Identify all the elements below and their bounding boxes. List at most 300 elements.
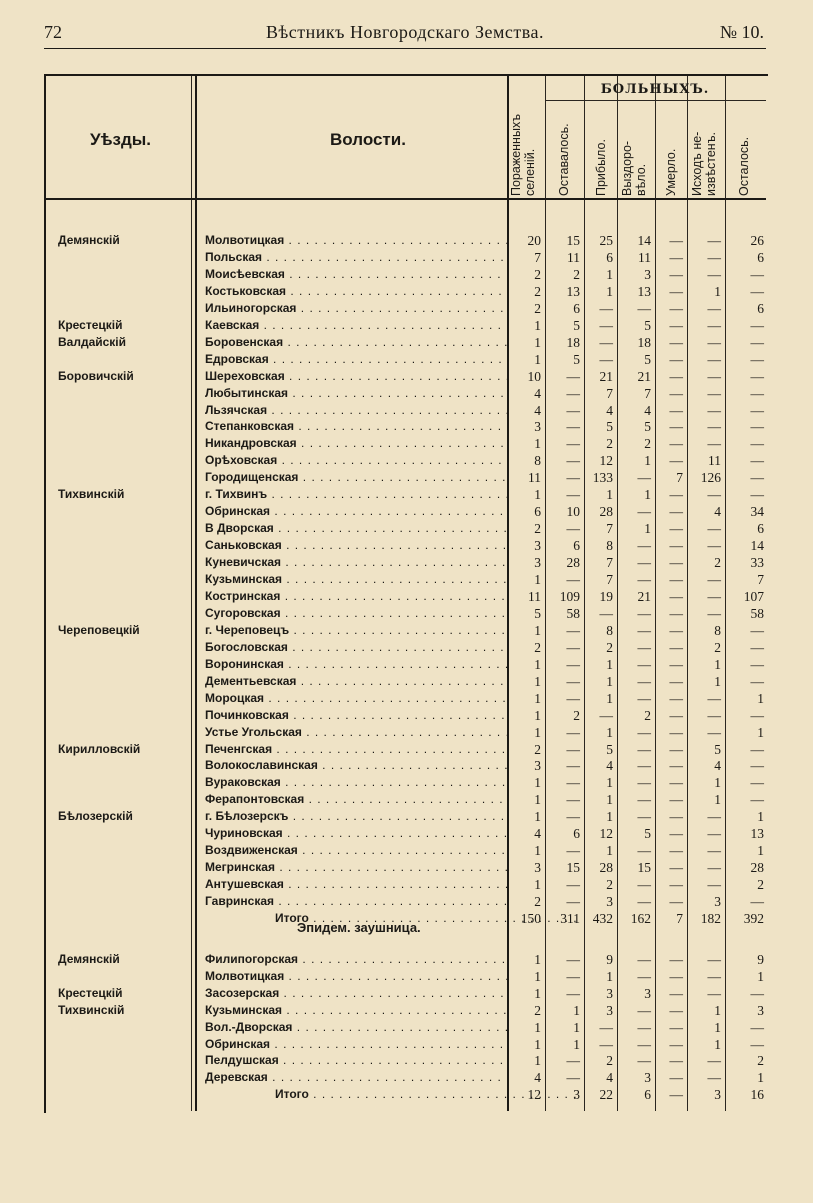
value-cell: —: [637, 758, 651, 774]
value-cell: 1: [534, 487, 541, 503]
value-cell: 1: [714, 1019, 721, 1035]
table-row: [0, 435, 813, 452]
value-cell: 1: [534, 707, 541, 723]
value-cell: —: [707, 690, 721, 706]
value-cell: —: [707, 985, 721, 1001]
value-cell: —: [599, 707, 613, 723]
value-cell: 3: [534, 758, 541, 774]
value-cell: —: [707, 826, 721, 842]
table-row: [0, 1069, 813, 1086]
value-cell: 21: [637, 588, 651, 604]
value-cell: 2: [644, 436, 651, 452]
header-ostalos: Осталось.: [737, 136, 751, 196]
value-cell: 1: [757, 968, 764, 984]
value-cell: —: [669, 860, 683, 876]
value-cell: 1: [534, 843, 541, 859]
value-cell: —: [637, 300, 651, 316]
value-cell: —: [637, 538, 651, 554]
value-cell: 5: [714, 741, 721, 757]
table-row: [0, 622, 813, 639]
value-cell: 3: [534, 538, 541, 554]
value-cell: —: [669, 351, 683, 367]
volost-cell: Моисѣевская . . .: [205, 266, 508, 283]
value-cell: 5: [644, 419, 651, 435]
value-cell: 1: [606, 843, 613, 859]
value-cell: 3: [644, 1070, 651, 1086]
value-cell: —: [707, 334, 721, 350]
value-cell: 1: [714, 792, 721, 808]
value-cell: 8: [714, 622, 721, 638]
value-cell: —: [707, 521, 721, 537]
value-cell: —: [637, 724, 651, 740]
value-cell: 14: [750, 538, 764, 554]
value-cell: 20: [527, 233, 541, 248]
value-cell: —: [707, 707, 721, 723]
value-cell: —: [637, 572, 651, 587]
value-cell: 11: [567, 249, 580, 265]
value-cell: —: [669, 985, 683, 1001]
volost-cell: Молвотицкая . . .: [205, 232, 508, 249]
value-cell: 1: [534, 317, 541, 333]
value-cell: 4: [534, 1070, 541, 1086]
value-cell: —: [599, 1019, 613, 1035]
value-cell: —: [669, 792, 683, 808]
value-cell: 5: [573, 351, 580, 367]
value-cell: 6: [573, 826, 580, 842]
value-cell: —: [599, 317, 613, 333]
value-cell: 5: [644, 351, 651, 367]
value-cell: —: [750, 639, 764, 655]
value-cell: —: [707, 809, 721, 825]
volost-cell: Филипогорская . . .: [205, 951, 508, 968]
value-cell: 2: [534, 283, 541, 299]
value-cell: 10: [527, 368, 541, 384]
value-cell: 4: [534, 385, 541, 401]
value-cell: 4: [606, 758, 613, 774]
value-cell: 1: [714, 673, 721, 689]
volost-cell: Степанковская . . .: [205, 418, 508, 435]
value-cell: —: [669, 436, 683, 452]
value-cell: 107: [743, 588, 764, 604]
value-cell: —: [566, 572, 580, 587]
uezd-cell: Демянскій: [58, 952, 120, 966]
value-cell: —: [599, 334, 613, 350]
value-cell: —: [566, 968, 580, 984]
value-cell: —: [566, 402, 580, 418]
value-cell: —: [566, 985, 580, 1001]
value-cell: 8: [534, 453, 541, 469]
value-cell: 1: [757, 843, 764, 859]
table-row: [0, 486, 813, 503]
table-row: [0, 605, 813, 622]
uezd-cell: Кирилловскій: [58, 741, 141, 756]
value-cell: —: [750, 334, 764, 350]
value-cell: 1: [606, 487, 613, 503]
value-cell: —: [669, 1087, 683, 1103]
value-cell: —: [637, 656, 651, 672]
header-umerlo: Умерло.: [664, 148, 678, 196]
value-cell: —: [669, 622, 683, 638]
value-cell: —: [669, 504, 683, 520]
value-cell: —: [637, 673, 651, 689]
volost-cell: Костринская . . .: [205, 588, 508, 605]
value-cell: —: [566, 639, 580, 655]
value-cell: —: [750, 775, 764, 791]
page-number: 72: [44, 22, 62, 42]
value-cell: —: [669, 758, 683, 774]
value-cell: 2: [534, 521, 541, 537]
value-cell: —: [637, 504, 651, 520]
value-cell: 2: [534, 266, 541, 282]
value-cell: —: [637, 690, 651, 706]
value-cell: —: [669, 1002, 683, 1018]
value-cell: 1: [606, 266, 613, 282]
value-cell: 8: [606, 622, 613, 638]
table-row: [0, 418, 813, 435]
value-cell: 3: [644, 266, 651, 282]
value-cell: 2: [573, 707, 580, 723]
value-cell: —: [566, 673, 580, 689]
value-cell: 11: [528, 470, 541, 486]
volost-cell: Ферапонтовская . . .: [205, 791, 508, 808]
value-cell: —: [750, 985, 764, 1001]
value-cell: —: [669, 877, 683, 893]
value-cell: 3: [644, 985, 651, 1001]
value-cell: —: [707, 436, 721, 452]
value-cell: —: [566, 470, 580, 486]
value-cell: 12: [599, 453, 613, 469]
value-cell: —: [637, 843, 651, 859]
value-cell: —: [707, 572, 721, 587]
volost-cell: Кузьминская . . .: [205, 571, 508, 588]
value-cell: —: [637, 1036, 651, 1052]
table-row: [0, 757, 813, 774]
value-cell: 2: [757, 1053, 764, 1069]
value-cell: 7: [676, 911, 683, 926]
value-cell: 6: [573, 300, 580, 316]
value-cell: —: [707, 605, 721, 621]
value-cell: —: [750, 622, 764, 638]
table-row: [0, 300, 813, 317]
value-cell: —: [669, 487, 683, 503]
value-cell: —: [707, 538, 721, 554]
value-cell: —: [637, 952, 651, 967]
value-cell: 6: [757, 249, 764, 265]
value-cell: 1: [534, 572, 541, 587]
volost-cell: Шереховская . . .: [205, 368, 508, 385]
value-cell: —: [669, 724, 683, 740]
volost-cell: Ильиногорская . . .: [205, 300, 508, 317]
value-cell: 14: [637, 233, 651, 248]
value-cell: 4: [534, 402, 541, 418]
journal-title: Вѣстникъ Новгородскаго Земства.: [266, 22, 544, 42]
value-cell: 4: [714, 758, 721, 774]
value-cell: —: [707, 724, 721, 740]
value-cell: —: [707, 419, 721, 435]
value-cell: 1: [534, 351, 541, 367]
value-cell: 1: [606, 673, 613, 689]
table-row: [0, 985, 813, 1002]
value-cell: 28: [750, 860, 764, 876]
volost-cell: Антушевская . . .: [205, 876, 508, 893]
value-cell: —: [566, 622, 580, 638]
header-volosti: Волости.: [330, 130, 406, 149]
value-cell: —: [750, 1019, 764, 1035]
value-cell: —: [750, 656, 764, 672]
value-cell: 2: [606, 877, 613, 893]
value-cell: 2: [573, 266, 580, 282]
value-cell: —: [566, 487, 580, 503]
table-row: [0, 368, 813, 385]
value-cell: —: [707, 487, 721, 503]
value-cell: 3: [606, 1002, 613, 1018]
value-cell: 7: [534, 249, 541, 265]
value-cell: —: [566, 894, 580, 910]
volost-cell: Чуриновская . . .: [205, 825, 508, 842]
value-cell: 1: [606, 775, 613, 791]
header-bottom-line: [45, 198, 766, 200]
value-cell: 1: [534, 1036, 541, 1052]
uezd-cell: Бѣлозерскій: [58, 809, 133, 824]
table-row: [0, 232, 813, 249]
value-cell: —: [669, 300, 683, 316]
value-cell: 1: [534, 792, 541, 808]
value-cell: 1: [606, 792, 613, 808]
value-cell: 22: [599, 1087, 613, 1103]
value-cell: —: [707, 877, 721, 893]
value-cell: 4: [606, 1070, 613, 1086]
value-cell: 13: [566, 283, 580, 299]
total-label: Итого . . .: [205, 1086, 578, 1103]
header-vyzdor: Выздоро- вѣло.: [620, 140, 648, 196]
volost-cell: Никандровская . . .: [205, 435, 508, 452]
section-title: Эпидем. заушница.: [297, 920, 421, 935]
volost-cell: Едровская . . .: [205, 351, 508, 368]
value-cell: —: [750, 894, 764, 910]
value-cell: 7: [676, 470, 683, 486]
value-cell: 1: [534, 656, 541, 672]
value-cell: 1: [573, 1036, 580, 1052]
value-cell: —: [669, 521, 683, 537]
value-cell: —: [707, 317, 721, 333]
value-cell: —: [637, 605, 651, 621]
value-cell: 5: [606, 419, 613, 435]
value-cell: 1: [606, 968, 613, 984]
uezd-cell: Крестецкій: [58, 317, 123, 332]
value-cell: 4: [534, 826, 541, 842]
volost-cell: Устье Угольская . . .: [205, 724, 508, 741]
value-cell: 6: [644, 1087, 651, 1103]
value-cell: 7: [757, 572, 764, 587]
value-cell: —: [637, 809, 651, 825]
value-cell: 2: [534, 1002, 541, 1018]
value-cell: 5: [534, 605, 541, 621]
value-cell: —: [566, 741, 580, 757]
value-cell: —: [566, 1070, 580, 1086]
table-row: [0, 334, 813, 351]
value-cell: —: [669, 402, 683, 418]
table-row: [0, 842, 813, 859]
value-cell: 3: [714, 894, 721, 910]
value-cell: 34: [750, 504, 764, 520]
value-cell: 6: [534, 504, 541, 520]
volost-cell: Костьковская . . .: [205, 283, 508, 300]
value-cell: 1: [534, 809, 541, 825]
volost-cell: г. Тихвинъ . . .: [205, 486, 508, 503]
value-cell: —: [637, 741, 651, 757]
header-pribylo: Прибыло.: [594, 139, 608, 196]
volost-cell: г. Бѣлозерскъ . . .: [205, 808, 508, 825]
volost-cell: Городищенская . . .: [205, 469, 508, 486]
volost-cell: Сугоровская . . .: [205, 605, 508, 622]
value-cell: —: [566, 368, 580, 384]
table-row: [0, 690, 813, 707]
value-cell: 1: [714, 1036, 721, 1052]
value-cell: 19: [599, 588, 613, 604]
value-cell: 3: [534, 555, 541, 571]
value-cell: 7: [644, 385, 651, 401]
table-row: [0, 639, 813, 656]
value-cell: 2: [534, 639, 541, 655]
value-cell: —: [750, 453, 764, 469]
header-uezdy: Уѣзды.: [90, 130, 152, 149]
value-cell: —: [566, 877, 580, 893]
value-cell: 1: [573, 1019, 580, 1035]
uezd-cell: Тихвинскій: [58, 487, 125, 502]
value-cell: —: [750, 419, 764, 435]
value-cell: 1: [714, 775, 721, 791]
value-cell: —: [707, 843, 721, 859]
volost-cell: Волокославинская . . .: [205, 757, 508, 774]
value-cell: 1: [714, 656, 721, 672]
value-cell: —: [566, 436, 580, 452]
value-cell: 7: [606, 521, 613, 537]
volost-cell: Воздвиженская . . .: [205, 842, 508, 859]
value-cell: 1: [757, 1070, 764, 1086]
value-cell: 1: [534, 1053, 541, 1069]
value-cell: 1: [606, 724, 613, 740]
volost-cell: Дементьевская . . .: [205, 673, 508, 690]
value-cell: —: [707, 385, 721, 401]
value-cell: 182: [700, 911, 721, 926]
table-row: [0, 791, 813, 808]
table-row: [0, 741, 813, 758]
uezd-cell: Череповецкій: [58, 622, 140, 637]
value-cell: 28: [599, 504, 613, 520]
value-cell: —: [669, 673, 683, 689]
value-cell: 7: [606, 385, 613, 401]
volost-cell: Куневичская . . .: [205, 554, 508, 571]
value-cell: —: [750, 707, 764, 723]
value-cell: —: [637, 639, 651, 655]
value-cell: 1: [606, 690, 613, 706]
table-row: [0, 707, 813, 724]
volost-cell: Обринская . . .: [205, 503, 508, 520]
value-cell: 28: [566, 555, 580, 571]
value-cell: —: [707, 952, 721, 967]
value-cell: 58: [566, 605, 580, 621]
volost-cell: Обринская . . .: [205, 1036, 508, 1053]
value-cell: 2: [714, 639, 721, 655]
header-volnyh: БОЛЬНЫХЪ.: [600, 82, 710, 97]
table-row: [0, 893, 813, 910]
table-row: [0, 968, 813, 985]
value-cell: 12: [599, 826, 613, 842]
value-cell: 2: [534, 300, 541, 316]
value-cell: 1: [534, 952, 541, 967]
value-cell: —: [669, 826, 683, 842]
value-cell: —: [669, 538, 683, 554]
value-cell: 3: [606, 985, 613, 1001]
table-row: [0, 1002, 813, 1019]
value-cell: 13: [750, 826, 764, 842]
value-cell: 1: [606, 809, 613, 825]
value-cell: 3: [534, 419, 541, 435]
table-row: [0, 588, 813, 605]
value-cell: 1: [534, 968, 541, 984]
value-cell: —: [669, 1070, 683, 1086]
volost-cell: Каевская . . .: [205, 317, 508, 334]
value-cell: —: [637, 1002, 651, 1018]
value-cell: —: [669, 894, 683, 910]
uezd-cell: Тихвинскій: [58, 1002, 125, 1017]
value-cell: —: [669, 1036, 683, 1052]
value-cell: 162: [630, 911, 651, 926]
volost-cell: Орѣховская . . .: [205, 452, 508, 469]
volost-cell: Боровенская . . .: [205, 334, 508, 351]
table-row: [0, 469, 813, 486]
table-row: [0, 571, 813, 588]
value-cell: —: [750, 385, 764, 401]
value-cell: —: [637, 622, 651, 638]
value-cell: —: [750, 368, 764, 384]
value-cell: —: [566, 809, 580, 825]
value-cell: 2: [606, 639, 613, 655]
value-cell: —: [566, 775, 580, 791]
value-cell: 1: [757, 724, 764, 740]
value-cell: —: [566, 724, 580, 740]
value-cell: 18: [566, 334, 580, 350]
value-cell: 2: [757, 877, 764, 893]
value-cell: —: [566, 385, 580, 401]
value-cell: 311: [560, 911, 580, 926]
value-cell: 26: [750, 233, 764, 248]
value-cell: 10: [566, 504, 580, 520]
value-cell: —: [599, 351, 613, 367]
value-cell: 2: [714, 555, 721, 571]
volost-cell: Льзячская . . .: [205, 402, 508, 419]
value-cell: 6: [573, 538, 580, 554]
value-cell: —: [566, 843, 580, 859]
value-cell: —: [566, 952, 580, 967]
volost-cell: В Дворская . . .: [205, 520, 508, 537]
value-cell: —: [669, 741, 683, 757]
value-cell: —: [566, 521, 580, 537]
table-row: [0, 554, 813, 571]
value-cell: 2: [534, 741, 541, 757]
value-cell: —: [669, 266, 683, 282]
value-cell: —: [599, 1036, 613, 1052]
value-cell: 3: [606, 894, 613, 910]
value-cell: —: [669, 334, 683, 350]
value-cell: —: [750, 1036, 764, 1052]
value-cell: —: [669, 843, 683, 859]
table-row: [0, 1036, 813, 1053]
value-cell: —: [750, 283, 764, 299]
volost-cell: Печенгская . . .: [205, 741, 508, 758]
value-cell: —: [750, 792, 764, 808]
value-cell: 1: [757, 690, 764, 706]
